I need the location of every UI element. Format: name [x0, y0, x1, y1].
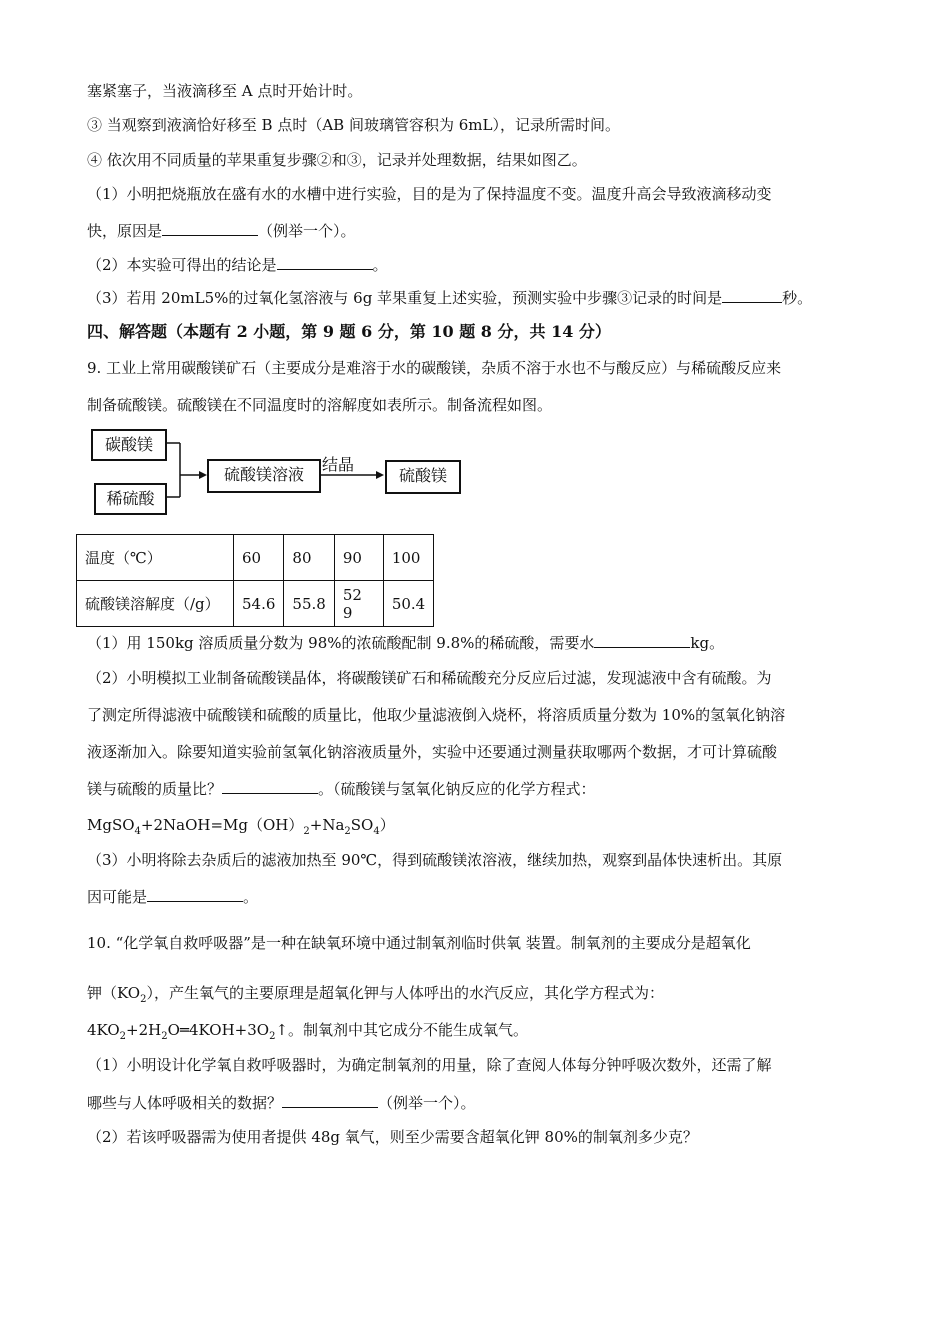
- text-line: （2）若该呼吸器需为使用者提供 48g 氧气，则至少需要含超氧化钾 80%的制氧剂多少克？: [87, 1128, 698, 1146]
- text-span: 镁与硫酸的质量比？: [87, 780, 223, 798]
- table-cell: 硫酸镁溶解度（/g）: [77, 581, 234, 627]
- text-line: [87, 887, 258, 907]
- eq-part: O═4KOH+3O: [167, 1021, 270, 1039]
- text-span: 因可能是: [87, 888, 148, 906]
- table-cell: 55.8: [284, 581, 334, 627]
- text-span: 钾（KO: [87, 984, 141, 1002]
- text-line: 9. 工业上常用碳酸镁矿石（主要成分是难溶于水的碳酸镁，杂质不溶于水也不与酸反应）与稀硫酸反应来: [87, 359, 782, 377]
- text-span: （例举一个）。: [258, 222, 356, 240]
- text-line: [87, 983, 664, 1010]
- section-heading: 四、解答题（本题有 2 小题，第 9 题 6 分，第 10 题 8 分，共 14 分）: [87, 322, 611, 341]
- text-span: 快，原因是: [87, 222, 163, 240]
- eq-part: ）: [379, 816, 395, 834]
- table-cell: 52 9: [334, 581, 383, 627]
- table-cell: 温度（℃）: [77, 535, 234, 581]
- text-span: 哪些与人体呼吸相关的数据？: [87, 1094, 283, 1112]
- eq-part: 4KO: [87, 1021, 120, 1039]
- table-cell: 54.6: [234, 581, 284, 627]
- table-row: [77, 535, 434, 581]
- text-line: （1）小明把烧瓶放在盛有水的水槽中进行实验，目的是为了保持温度不变。温度升高会导致液滴移动变: [87, 185, 772, 203]
- answer-blank: [147, 887, 243, 902]
- text-line: 液逐渐加入。除要知道实验前氢氧化钠溶液质量外，实验中还要通过测量获取哪两个数据，才可计算硫酸: [87, 743, 778, 761]
- solubility-table: [76, 534, 434, 627]
- text-line: （2）小明模拟工业制备硫酸镁晶体，将碳酸镁矿石和稀硫酸充分反应后过滤，发现滤液中含有硫酸。为: [87, 669, 772, 687]
- text-span: 秒。: [782, 289, 813, 307]
- eq-part: ↑。制氧剂中其它成分不能生成氧气。: [275, 1021, 529, 1039]
- flow-arrow-label: 结晶: [322, 455, 355, 474]
- text-line: [87, 779, 596, 799]
- text-line: ③ 当观察到液滴恰好移至 B 点时（AB 间玻璃管容积为 6mL），记录所需时间。: [87, 116, 620, 134]
- table-cell: 50.4: [383, 581, 433, 627]
- equation: [87, 1020, 528, 1047]
- text-span: 。: [372, 256, 388, 274]
- eq-sub: 2: [344, 826, 351, 837]
- flow-box-dilute-sulfuric-acid: 稀硫酸: [94, 483, 167, 515]
- eq-sub: 4: [134, 826, 141, 837]
- eq-sub: 2: [161, 1031, 168, 1042]
- eq-part: SO: [350, 816, 374, 834]
- eq-part: +2H: [126, 1021, 162, 1039]
- text-line: （1）小明设计化学氧自救呼吸器时，为确定制氧剂的用量，除了查阅人体每分钟呼吸次数外，还需了解: [87, 1056, 772, 1074]
- flow-box-magnesium-sulfate: 硫酸镁: [385, 460, 461, 494]
- text-line: 制备硫酸镁。硫酸镁在不同温度时的溶解度如表所示。制备流程如图。: [87, 396, 553, 414]
- text-line: （3）小明将除去杂质后的滤液加热至 90℃，得到硫酸镁浓溶液，继续加热，观察到晶体快速析出。其原: [87, 851, 783, 869]
- text-line: ④ 依次用不同质量的苹果重复步骤②和③，记录并处理数据，结果如图乙。: [87, 151, 587, 169]
- text-line: [87, 633, 724, 653]
- eq-sub: 2: [269, 1031, 276, 1042]
- eq-sub: 2: [140, 994, 147, 1005]
- text-span: （3）若用 20mL5%的过氧化氢溶液与 6g 苹果重复上述实验，预测实验中步骤③记录的时间是: [87, 289, 723, 307]
- flow-box-magnesium-carbonate: 碳酸镁: [91, 429, 167, 461]
- text-line: 塞紧塞子，当液滴移至 A 点时开始计时。: [87, 82, 363, 100]
- eq-part: +2NaOH=Mg（OH）: [140, 816, 304, 834]
- text-line: 10. “化学氧自救呼吸器”是一种在缺氧环境中通过制氧剂临时供氧 装置。制氧剂的主要成分是超氧化: [87, 934, 751, 952]
- text-span: （1）用 150kg 溶质质量分数为 98%的浓硫酸配制 9.8%的稀硫酸，需要水: [87, 634, 595, 652]
- answer-blank: [222, 779, 318, 794]
- eq-part: +Na: [309, 816, 345, 834]
- table-cell: 60: [234, 535, 284, 581]
- answer-blank: [282, 1093, 378, 1108]
- eq-sub: 2: [303, 826, 310, 837]
- table-cell: 100: [383, 535, 433, 581]
- text-span: （2）本实验可得出的结论是: [87, 256, 277, 274]
- table-cell: 90: [334, 535, 383, 581]
- answer-blank: [594, 633, 690, 648]
- text-span: ），产生氧气的主要原理是超氧化钾与人体呼出的水汽反应，其化学方程式为：: [146, 984, 664, 1002]
- text-span: 。（硫酸镁与氢氧化钠反应的化学方程式：: [318, 780, 596, 798]
- table-cell: 80: [284, 535, 334, 581]
- eq-sub: 2: [119, 1031, 127, 1042]
- equation: [87, 815, 395, 842]
- eq-sub: 4: [373, 826, 380, 837]
- table-row: [77, 581, 434, 627]
- text-line: 了测定所得滤液中硫酸镁和硫酸的质量比，他取少量滤液倒入烧杯，将溶质质量分数为 10%的氢氧化钠溶: [87, 706, 786, 724]
- text-line: [87, 1093, 476, 1113]
- eq-part: MgSO: [87, 816, 135, 834]
- text-span: （例举一个）。: [378, 1094, 476, 1112]
- flow-box-magnesium-sulfate-solution: 硫酸镁溶液: [207, 459, 321, 493]
- flow-connectors: [0, 0, 950, 560]
- text-span: kg。: [690, 634, 725, 652]
- text-span: 。: [243, 888, 259, 906]
